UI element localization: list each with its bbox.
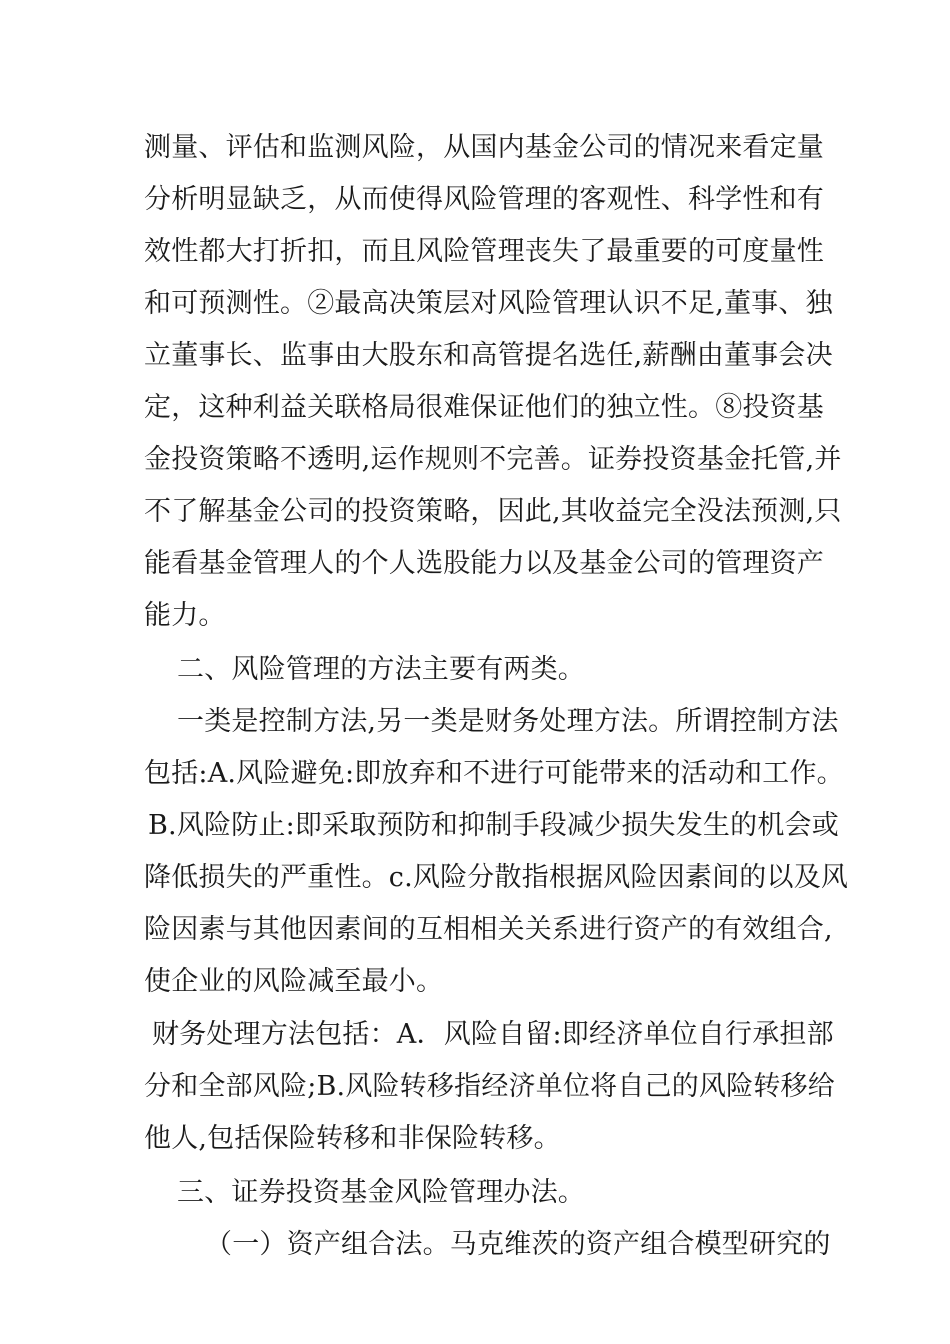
text-line: 分和全部风险;B.风险转移指经济单位将自己的风险转移给 (144, 1071, 835, 1102)
text-line: 险因素与其他因素间的互相相关关系进行资产的有效组合, (144, 914, 833, 945)
text-line: 金投资策略不透明,运作规则不完善。证券投资基金托管,并 (144, 444, 842, 475)
text-line: 能力。 (144, 600, 226, 631)
text-line: 包括:A.风险避免:即放弃和不进行可能带来的活动和工作。 (144, 758, 844, 789)
text-line: 和可预测性。②最高决策层对风险管理认识不足,董事、独 (144, 288, 833, 319)
text-line: 财务处理方法包括：A．风险自留:即经济单位自行承担部 (152, 1019, 834, 1050)
text-line: 使企业的风险减至最小。 (144, 966, 444, 997)
text-line: 效性都大打折扣，而且风险管理丧失了最重要的可度量性 (144, 236, 824, 267)
text-line: 不了解基金公司的投资策略，因此,其收益完全没法预测,只 (144, 496, 842, 527)
text-line: 他人,包括保险转移和非保险转移。 (144, 1123, 561, 1154)
text-line: 定，这种利益关联格局很难保证他们的独立性。⑧投资基 (144, 392, 824, 423)
text-line: 立董事长、监事由大股东和高管提名选任,薪酬由董事会决 (144, 340, 833, 371)
text-line: 测量、评估和监测风险，从国内基金公司的情况来看定量 (144, 132, 824, 163)
text-line: 一类是控制方法,另一类是财务处理方法。所谓控制方法 (177, 706, 839, 737)
text-line: 分析明显缺乏，从而使得风险管理的客观性、科学性和有 (144, 184, 824, 215)
section-heading: 三、证券投资基金风险管理办法。 (177, 1177, 585, 1208)
text-line: 降低损失的严重性。c.风险分散指根据风险因素间的以及风 (144, 862, 849, 893)
section-heading: 二、风险管理的方法主要有两类。 (177, 654, 585, 685)
subsection-heading: （一）资产组合法。马克维茨的资产组合模型研究的 (205, 1229, 831, 1260)
text-line: B.风险防止:即采取预防和抑制手段减少损失发生的机会或 (148, 810, 839, 841)
text-line: 能看基金管理人的个人选股能力以及基金公司的管理资产 (144, 548, 824, 579)
